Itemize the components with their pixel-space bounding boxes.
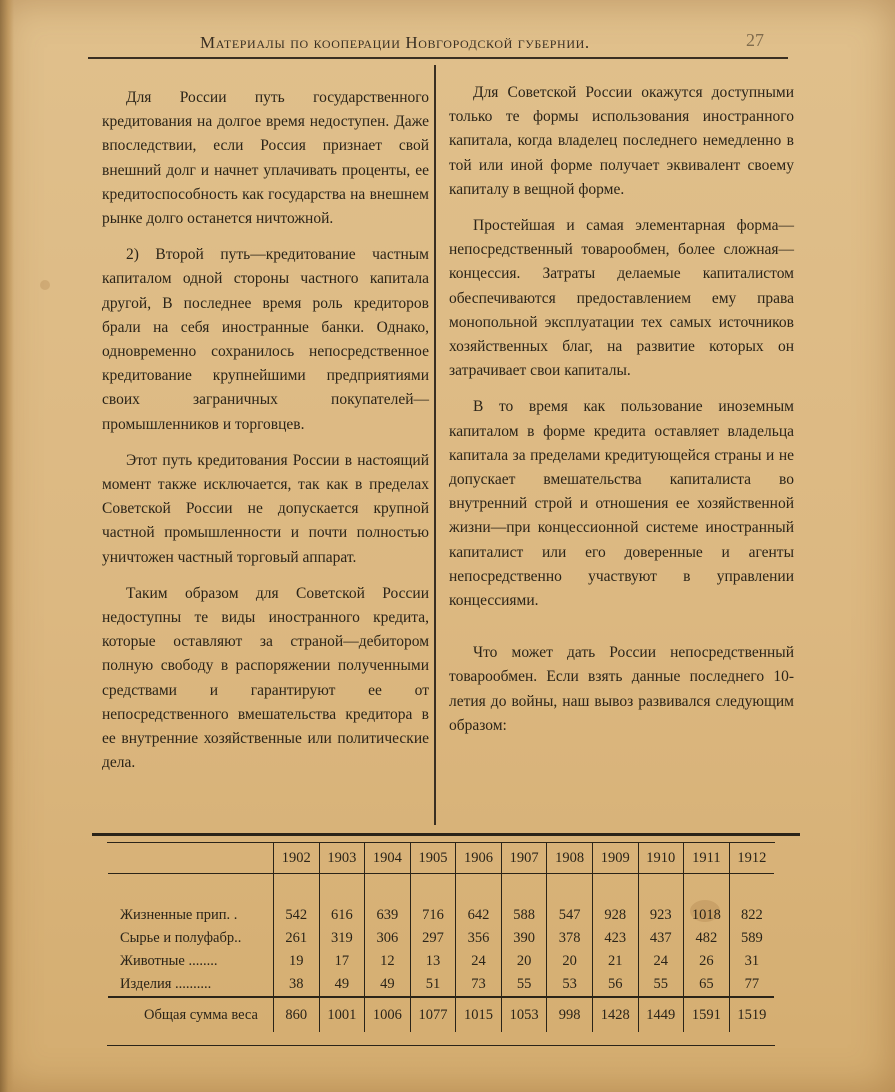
table-cell: 38 bbox=[274, 973, 320, 997]
year-header: 1908 bbox=[547, 843, 593, 874]
table-cell: 65 bbox=[684, 973, 730, 997]
total-cell: 1006 bbox=[365, 997, 411, 1032]
table-cell: 378 bbox=[547, 927, 593, 950]
year-header: 1904 bbox=[365, 843, 411, 874]
table-cell: 26 bbox=[684, 950, 730, 973]
table-cell: 20 bbox=[501, 950, 547, 973]
paragraph: Для России путь государственного кредитования на долгое время недоступен. Даже впоследствии, если Россия признает свой внешний долг и начнет уплачивать проценты, ее кредитоспособность как государства на внешнем рынке долго останется ничтожной. bbox=[102, 89, 429, 228]
total-cell: 1001 bbox=[319, 997, 365, 1032]
year-header: 1907 bbox=[501, 843, 547, 874]
right-column bbox=[449, 81, 794, 738]
year-header: 1902 bbox=[274, 843, 320, 874]
table-cell: 20 bbox=[547, 950, 593, 973]
table-corner-cell bbox=[108, 843, 274, 874]
table-cell: 642 bbox=[456, 904, 502, 927]
paragraph: Простейшая и самая элементарная форма—непосредственный товарообмен, более сложная—концессия. Затраты делаемые капиталистом обеспечиваются предоставлением ему права монопольной эксплуатации тех самых источников хозяйственных благ, на развитие которых он затрачивает свои капиталы. bbox=[449, 217, 794, 380]
paragraph: В то время как пользование иноземным капиталом в форме кредита оставляет владельца капитала за пределами кредитующейся страны и не допускает вмешательства капиталиста во внутренний строй и отношения ее хозяйственной жизни—при концессионной системе иностранный капиталист или его доверенные и агенты непосредственно участвуют в управлении концессиями. bbox=[449, 398, 794, 610]
table-cell: 49 bbox=[365, 973, 411, 997]
total-cell: 1449 bbox=[638, 997, 684, 1032]
table-cell: 928 bbox=[592, 904, 638, 927]
page-number: 27 bbox=[746, 30, 764, 50]
table-cell: 297 bbox=[410, 927, 456, 950]
table-row bbox=[108, 950, 774, 973]
table-cell: 261 bbox=[274, 927, 320, 950]
row-label: Животные ........ bbox=[120, 953, 218, 969]
table-cell: 53 bbox=[547, 973, 593, 997]
year-header: 1903 bbox=[319, 843, 365, 874]
table-cell: 24 bbox=[456, 950, 502, 973]
table-row bbox=[108, 973, 774, 997]
row-label: Изделия .......... bbox=[120, 976, 212, 992]
total-cell: 1591 bbox=[684, 997, 730, 1032]
table-cell: 12 bbox=[365, 950, 411, 973]
paper-stain bbox=[40, 280, 50, 290]
table-cell: 56 bbox=[592, 973, 638, 997]
table-cell: 547 bbox=[547, 904, 593, 927]
table-cell: 616 bbox=[319, 904, 365, 927]
table-cell: 19 bbox=[274, 950, 320, 973]
table-cell: 356 bbox=[456, 927, 502, 950]
paragraph: Что может дать России непосредственный товарообмен. Если взять данные последнего 10-летия до войны, наш вывоз развивался следующим образом: bbox=[449, 644, 794, 734]
table-cell: 17 bbox=[319, 950, 365, 973]
page-binding-edge bbox=[0, 0, 14, 1092]
year-header: 1905 bbox=[410, 843, 456, 874]
table-cell: 13 bbox=[410, 950, 456, 973]
header-rule bbox=[88, 57, 788, 59]
year-header: 1909 bbox=[592, 843, 638, 874]
total-label: Общая сумма веса bbox=[108, 997, 274, 1032]
table-cell: 423 bbox=[592, 927, 638, 950]
total-cell: 1077 bbox=[410, 997, 456, 1032]
row-label: Жизненные прип. . bbox=[120, 907, 238, 923]
table-cell: 55 bbox=[638, 973, 684, 997]
left-column bbox=[102, 86, 429, 775]
table-cell: 77 bbox=[729, 973, 774, 997]
year-header: 1906 bbox=[456, 843, 502, 874]
total-cell: 1428 bbox=[592, 997, 638, 1032]
table-cell: 49 bbox=[319, 973, 365, 997]
table-cell: 588 bbox=[501, 904, 547, 927]
table-cell: 55 bbox=[501, 973, 547, 997]
year-header: 1912 bbox=[729, 843, 774, 874]
table-cell: 639 bbox=[365, 904, 411, 927]
table-header-row bbox=[108, 843, 774, 874]
table-row bbox=[108, 904, 774, 927]
total-cell: 860 bbox=[274, 997, 320, 1032]
total-cell: 1015 bbox=[456, 997, 502, 1032]
paragraph: Для Советской России окажутся доступными только те формы использования иностранного капитала, когда владелец последнего немедленно в той или иной форме получает эквивалент своему капиталу в вещной форме. bbox=[449, 84, 794, 198]
table-cell: 306 bbox=[365, 927, 411, 950]
paragraph: Таким образом для Советской России недоступны те виды иностранного кредита, которые оставляют за страной—дебитором полную свободу в распоряжении полученными средствами и гарантируют ее от непосредственного вмешательства кредитора в ее внутренние хозяйственные или политические дела. bbox=[102, 584, 429, 772]
table-cell: 51 bbox=[410, 973, 456, 997]
table-cell: 31 bbox=[729, 950, 774, 973]
table-top-rule bbox=[92, 833, 800, 836]
table-cell: 21 bbox=[592, 950, 638, 973]
total-cell: 1519 bbox=[729, 997, 774, 1032]
column-divider bbox=[434, 65, 436, 825]
table-cell: 482 bbox=[684, 927, 730, 950]
table-cell: 24 bbox=[638, 950, 684, 973]
paragraph: Этот путь кредитования России в настоящий момент также исключается, так как в пределах Советской России не допускается крупной частной промышленности и почти полностью уничтожен частный торговый аппарат. bbox=[102, 451, 429, 566]
year-header: 1910 bbox=[638, 843, 684, 874]
table-cell: 319 bbox=[319, 927, 365, 950]
total-cell: 998 bbox=[547, 997, 593, 1032]
running-header: Материалы по кооперации Новгородской губернии. bbox=[200, 33, 590, 52]
total-cell: 1053 bbox=[501, 997, 547, 1032]
table-cell: 923 bbox=[638, 904, 684, 927]
table-cell: 822 bbox=[729, 904, 774, 927]
table-bottom-rule bbox=[107, 1045, 775, 1046]
table-cell: 589 bbox=[729, 927, 774, 950]
table-cell: 390 bbox=[501, 927, 547, 950]
row-label: Сырье и полуфабр.. bbox=[120, 930, 242, 946]
table-cell: 716 bbox=[410, 904, 456, 927]
table-spacer-row bbox=[108, 874, 774, 905]
table-cell: 542 bbox=[274, 904, 320, 927]
table-total-row bbox=[108, 997, 774, 1032]
paragraph: 2) Второй путь—кредитование частным капиталом одной стороны частного капитала другой, В последнее время роль кредиторов брали на себя иностранные банки. Однако, одновременно сохранилось непосредственное кредитование крупнейшими предприятиями своих заграничных покупателей—промышленников и торговцев. bbox=[102, 246, 429, 433]
export-table bbox=[108, 843, 774, 1032]
table-cell: 437 bbox=[638, 927, 684, 950]
table-cell: 73 bbox=[456, 973, 502, 997]
table-row bbox=[108, 927, 774, 950]
year-header: 1911 bbox=[684, 843, 730, 874]
paragraph-gap bbox=[449, 613, 794, 641]
table-cell: 1018 bbox=[684, 904, 730, 927]
